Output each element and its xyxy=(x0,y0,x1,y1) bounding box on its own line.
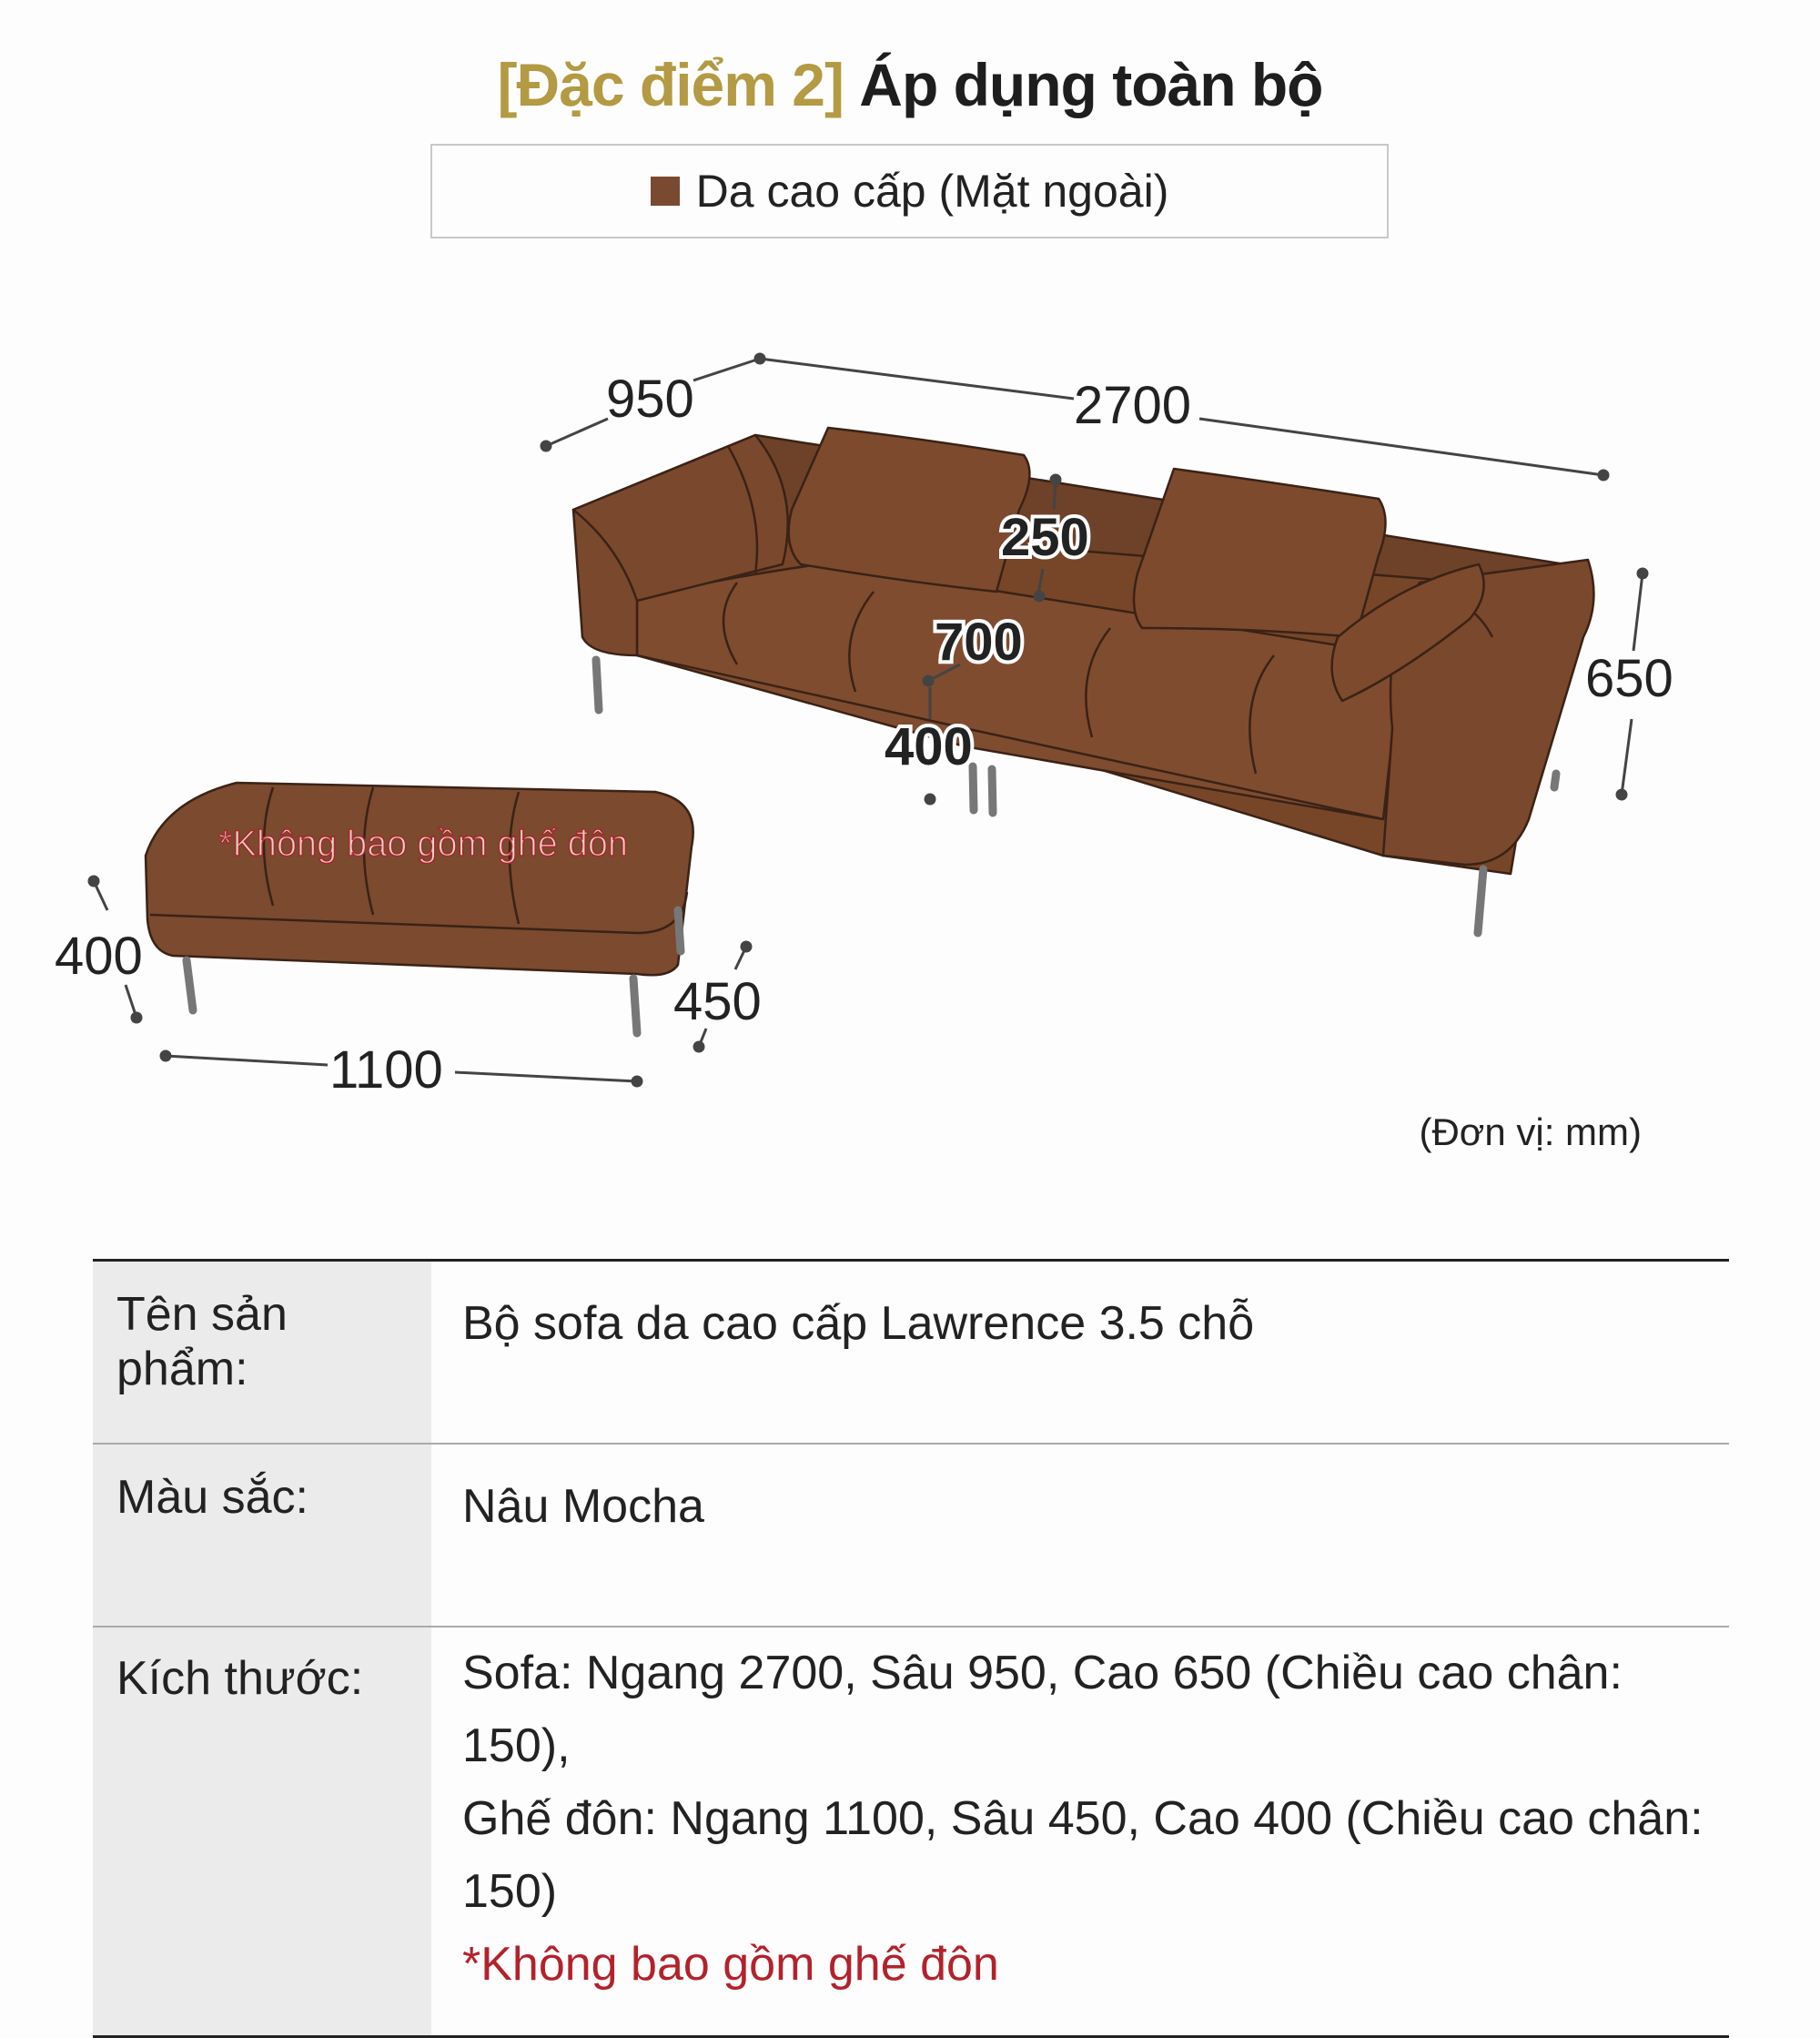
size-line-sofa: Sofa: Ngang 2700, Sâu 950, Cao 650 (Chiều cao chân: 150), xyxy=(462,1647,1623,1772)
size-line-ottoman: Ghế đôn: Ngang 1100, Sâu 450, Cao 400 (Chiều cao chân: 150) xyxy=(462,1792,1704,1918)
spec-row-color xyxy=(93,1444,1729,1627)
dim-sofa-height: 650 xyxy=(1585,649,1673,708)
spec-label-name: Tên sản phẩm: xyxy=(93,1261,431,1445)
dim-back-height: 250 xyxy=(1001,508,1089,567)
dim-ottoman-width: 1100 xyxy=(329,1040,443,1100)
dim-sofa-depth: 950 xyxy=(606,370,694,429)
dim-ottoman-depth: 450 xyxy=(673,972,762,1031)
spec-table xyxy=(93,1259,1729,2038)
dim-seat-depth: 700 xyxy=(935,613,1023,672)
dim-sofa-width: 2700 xyxy=(1074,376,1192,435)
sofa-illustration xyxy=(573,428,1593,874)
ottoman-exclusion-note: *Không bao gồm ghế đôn xyxy=(218,824,628,864)
unit-label: (Đơn vị: mm) xyxy=(1419,1110,1642,1153)
spec-value-color: Nâu Mocha xyxy=(431,1444,1729,1627)
dim-ottoman-height: 400 xyxy=(55,927,143,986)
spec-row-size xyxy=(93,1627,1729,2037)
size-note: *Không bao gồm ghế đôn xyxy=(462,1938,999,1991)
spec-row-name xyxy=(93,1261,1729,1445)
spec-label-color: Màu sắc: xyxy=(93,1444,431,1627)
dim-seat-height: 400 xyxy=(885,717,973,776)
legend-label: Da cao cấp (Mặt ngoài) xyxy=(695,166,1169,217)
ottoman-illustration xyxy=(146,783,693,975)
spec-value-name: Bộ sofa da cao cấp Lawrence 3.5 chỗ xyxy=(462,1297,1255,1350)
feature-title: Áp dụng toàn bộ xyxy=(859,51,1323,118)
spec-label-size: Kích thước: xyxy=(93,1627,431,2037)
feature-tag: [Đặc điểm 2] xyxy=(497,51,844,118)
spec-value-size xyxy=(431,1627,1729,2037)
